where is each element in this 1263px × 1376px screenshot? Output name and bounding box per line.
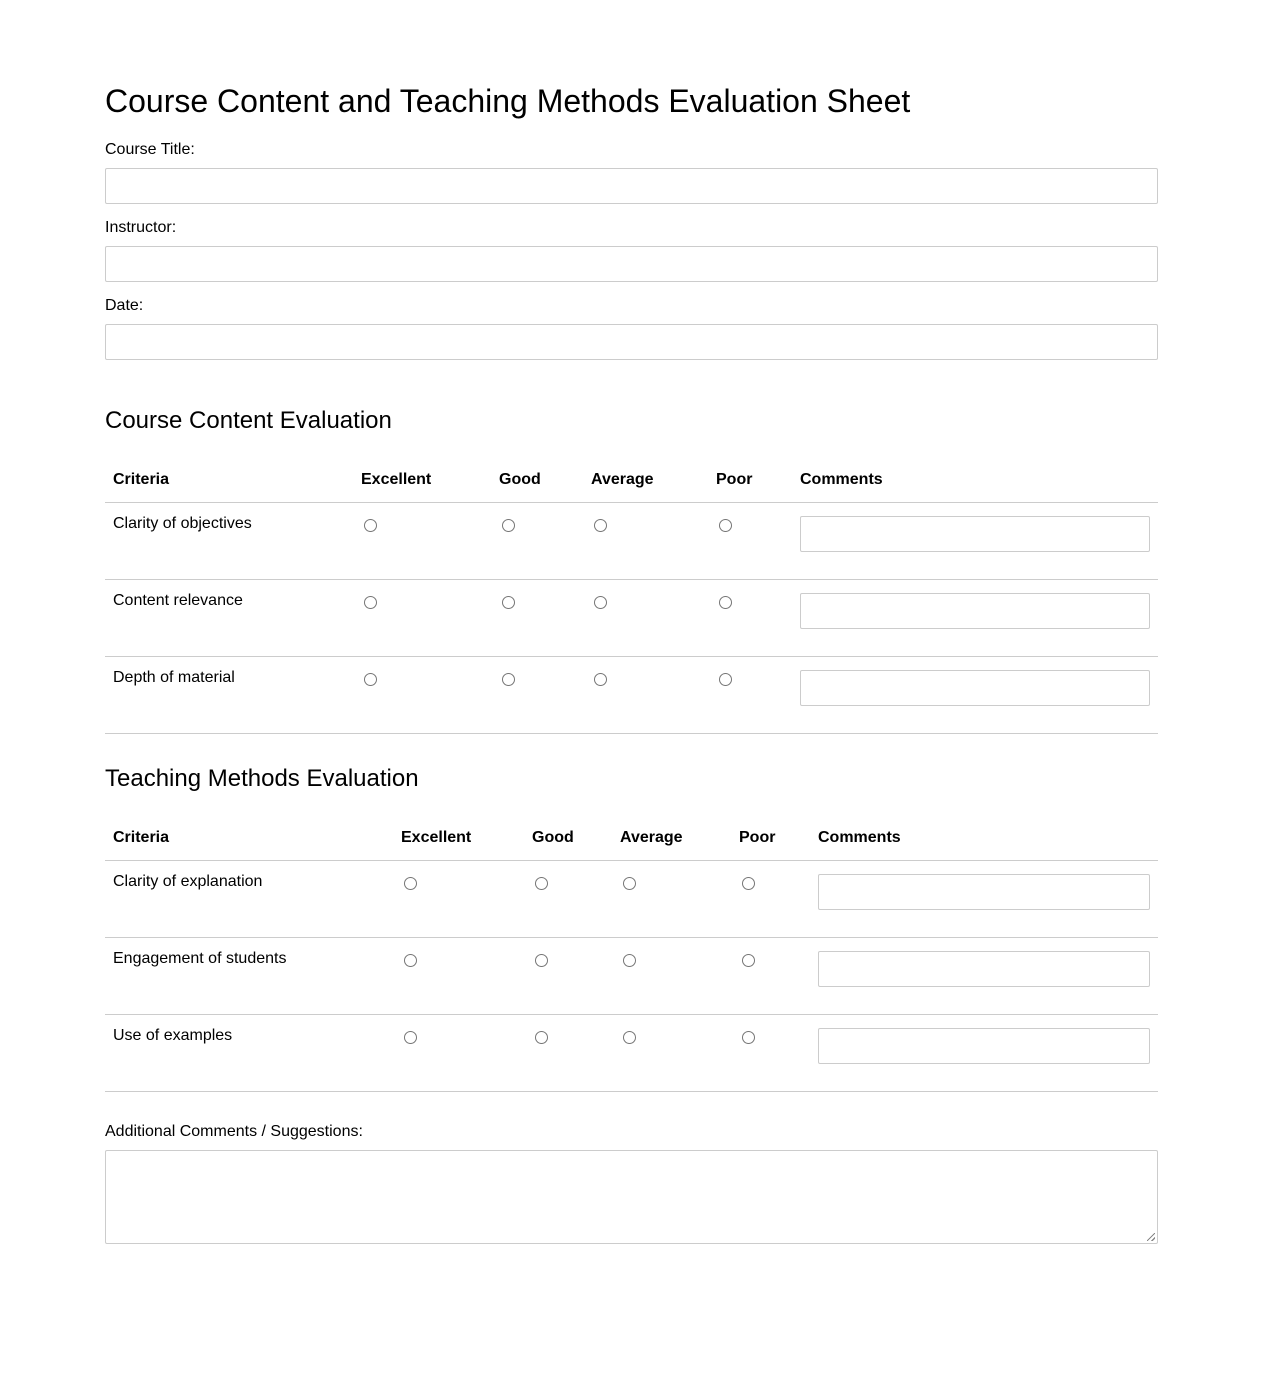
column-header-average: Average [583,458,708,502]
date-input[interactable] [105,324,1158,360]
radio-good[interactable] [502,673,515,686]
criteria-label: Clarity of explanation [105,860,393,937]
table-row [105,937,1158,1014]
radio-excellent[interactable] [364,519,377,532]
column-header-good: Good [524,816,612,860]
radio-excellent[interactable] [364,596,377,609]
radio-poor[interactable] [742,1031,755,1044]
radio-good[interactable] [502,596,515,609]
teaching-methods-heading: Teaching Methods Evaluation [105,765,419,792]
criteria-label: Engagement of students [105,937,393,1014]
column-header-comments: Comments [810,816,1158,860]
radio-good[interactable] [535,1031,548,1044]
radio-average[interactable] [623,1031,636,1044]
radio-average[interactable] [623,954,636,967]
radio-excellent[interactable] [404,954,417,967]
column-header-good: Good [491,458,583,502]
criteria-label: Depth of material [105,656,353,733]
radio-average[interactable] [594,673,607,686]
criteria-label: Use of examples [105,1014,393,1091]
radio-good[interactable] [535,877,548,890]
instructor-label: Instructor: [105,219,177,236]
additional-comments-textarea[interactable] [105,1150,1158,1244]
teaching-methods-table [105,816,1158,1092]
comment-input[interactable] [818,1028,1150,1064]
radio-excellent[interactable] [404,1031,417,1044]
criteria-label: Content relevance [105,579,353,656]
comment-input[interactable] [800,593,1150,629]
radio-average[interactable] [594,519,607,532]
table-row [105,860,1158,937]
radio-excellent[interactable] [364,673,377,686]
table-header-row [105,816,1158,860]
page-title: Course Content and Teaching Methods Evaluation Sheet [105,83,911,119]
date-label: Date: [105,297,144,314]
radio-average[interactable] [623,877,636,890]
instructor-input[interactable] [105,246,1158,282]
course-content-heading: Course Content Evaluation [105,407,392,434]
radio-good[interactable] [502,519,515,532]
comment-input[interactable] [800,670,1150,706]
table-row [105,502,1158,579]
radio-average[interactable] [594,596,607,609]
column-header-poor: Poor [731,816,810,860]
column-header-excellent: Excellent [353,458,491,502]
column-header-average: Average [612,816,731,860]
radio-poor[interactable] [742,954,755,967]
radio-poor[interactable] [742,877,755,890]
column-header-criteria: Criteria [105,816,393,860]
course-title-input[interactable] [105,168,1158,204]
radio-good[interactable] [535,954,548,967]
comment-input[interactable] [800,516,1150,552]
radio-excellent[interactable] [404,877,417,890]
resize-grip-icon[interactable] [1147,1233,1155,1241]
table-header-row [105,458,1158,502]
table-row [105,579,1158,656]
table-row [105,1014,1158,1091]
radio-poor[interactable] [719,519,732,532]
radio-poor[interactable] [719,673,732,686]
course-title-label: Course Title: [105,141,195,158]
comment-input[interactable] [818,951,1150,987]
column-header-excellent: Excellent [393,816,524,860]
column-header-poor: Poor [708,458,792,502]
table-row [105,656,1158,733]
additional-comments-label: Additional Comments / Suggestions: [105,1123,363,1140]
criteria-label: Clarity of objectives [105,502,353,579]
column-header-criteria: Criteria [105,458,353,502]
comment-input[interactable] [818,874,1150,910]
column-header-comments: Comments [792,458,1158,502]
radio-poor[interactable] [719,596,732,609]
course-content-table [105,458,1158,734]
